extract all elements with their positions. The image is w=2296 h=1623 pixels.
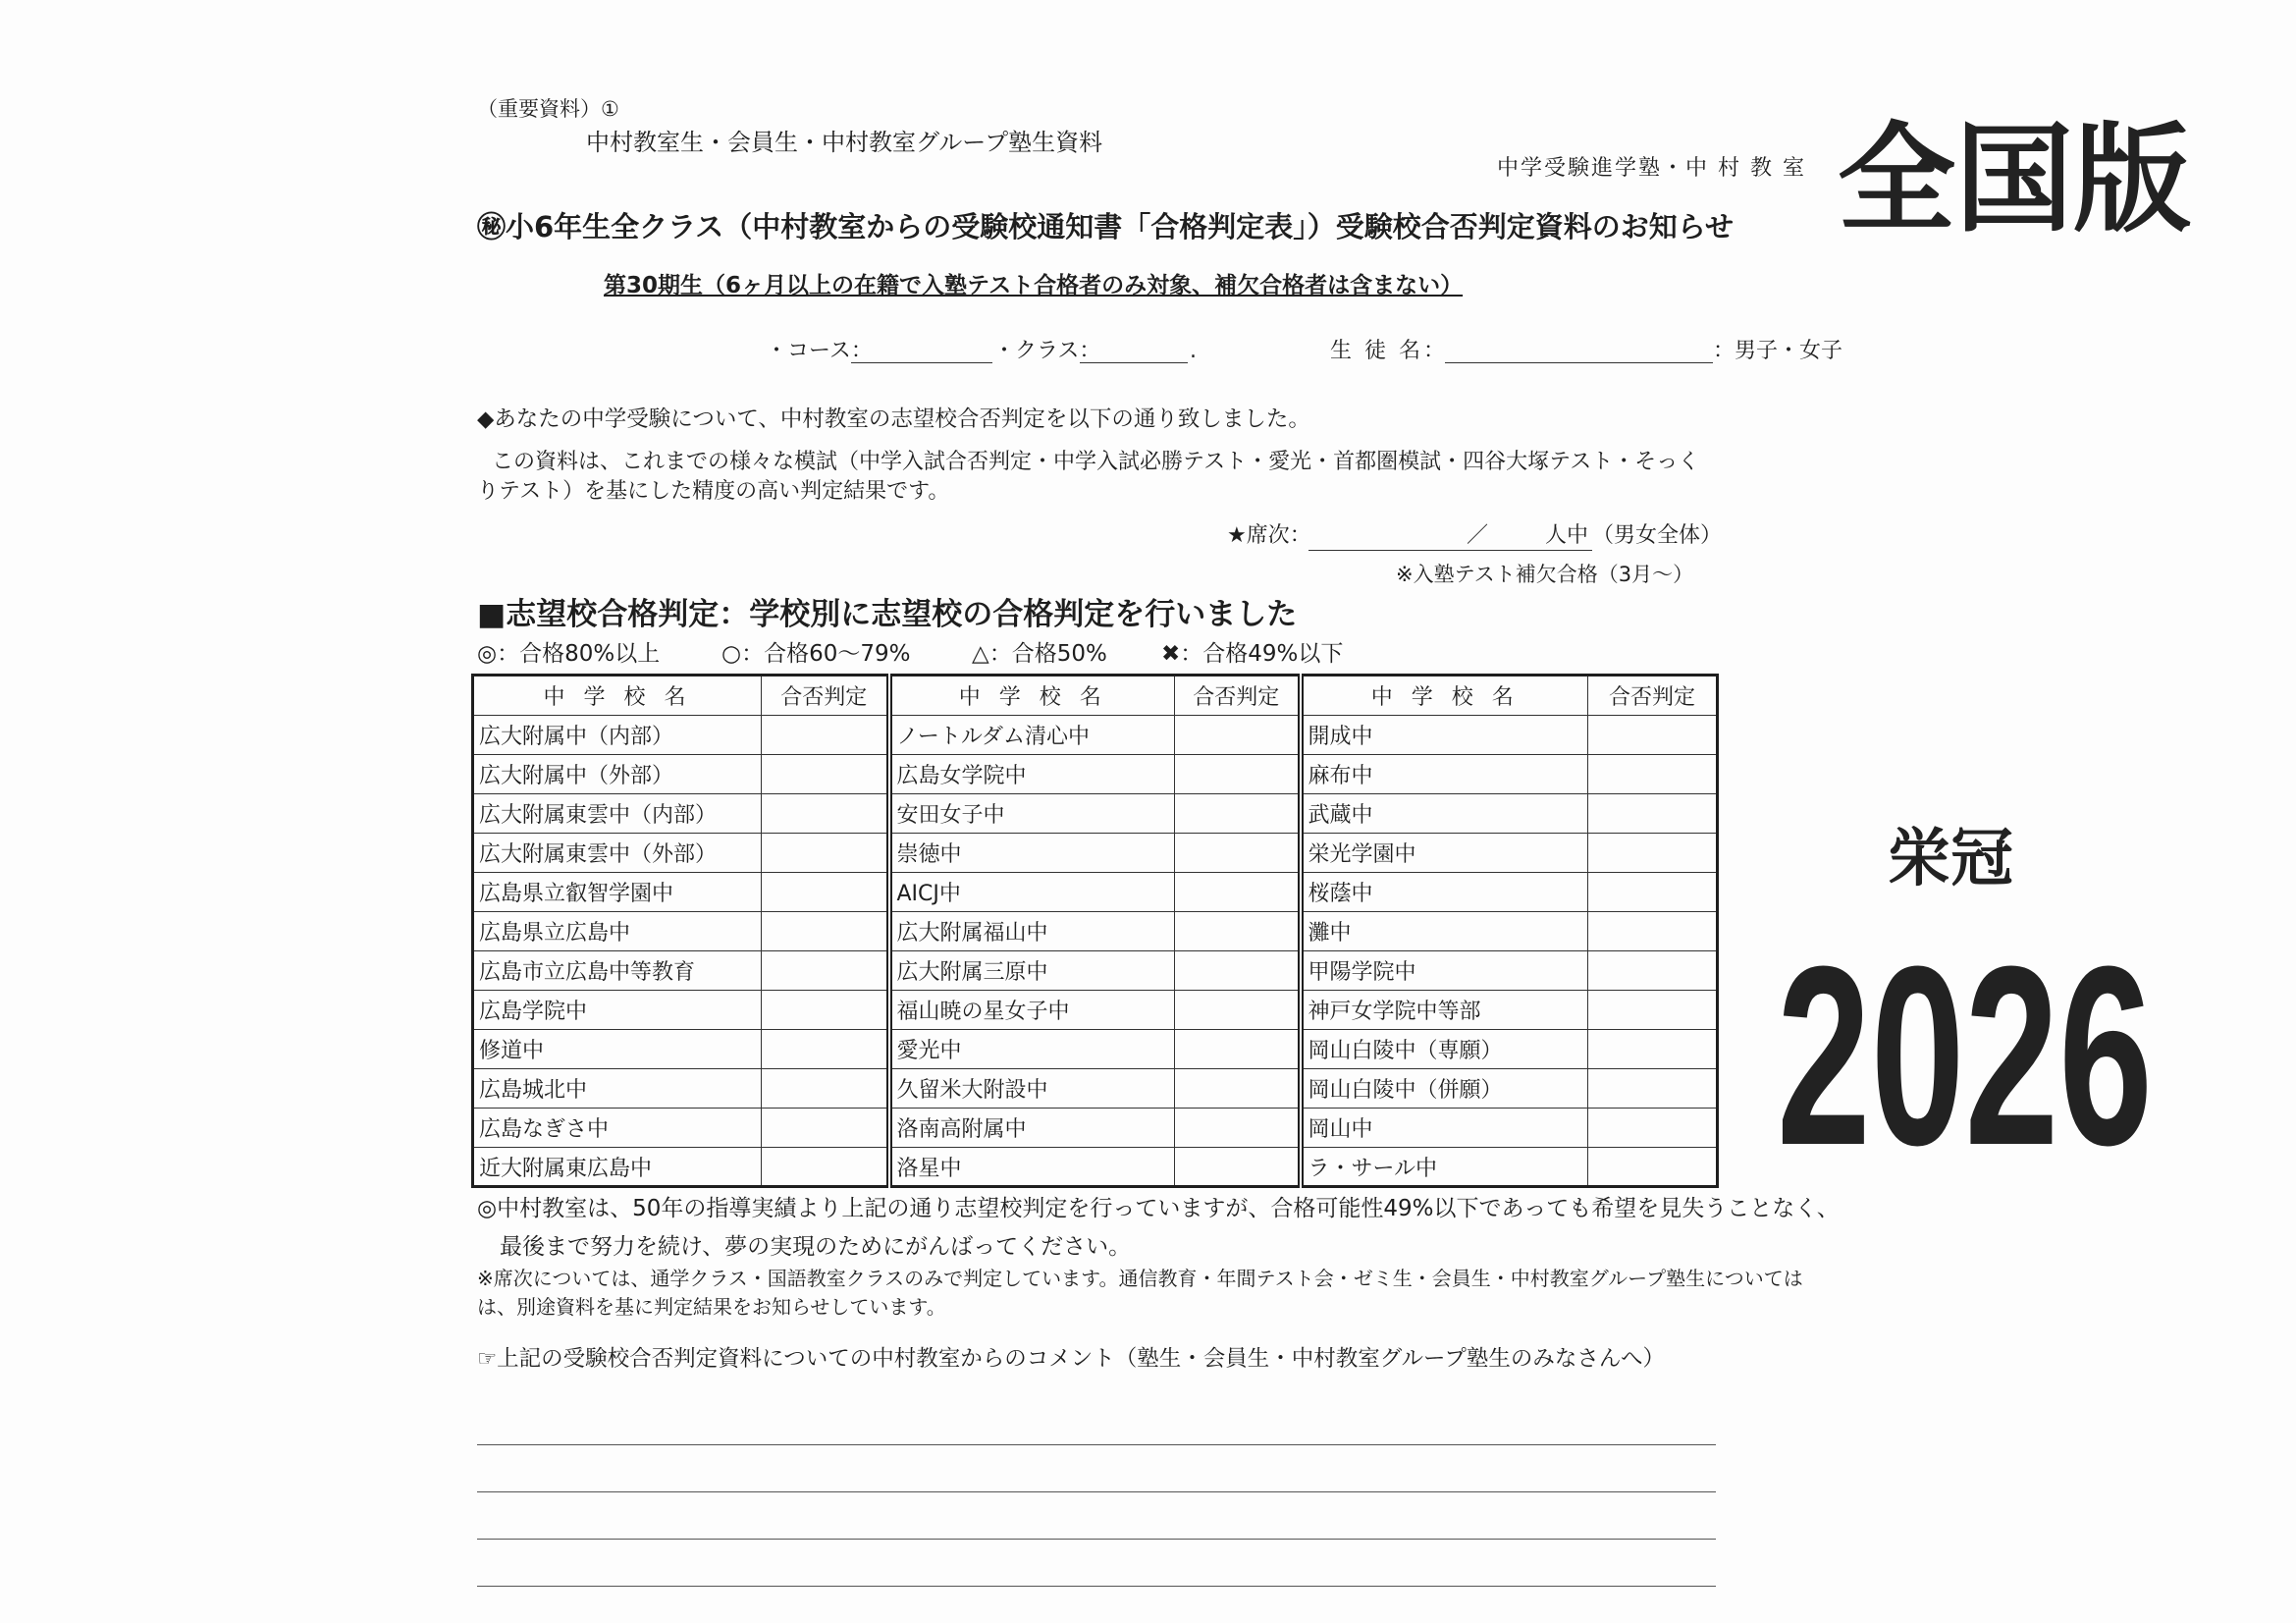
rank-blank [1308,550,1592,551]
school-name-cell: 灘中 [1301,912,1588,951]
result-cell [762,834,889,873]
result-cell [762,1148,889,1187]
school-name-cell: ノートルダム清心中 [889,716,1175,755]
result-cell [1588,1109,1718,1148]
school-name-cell: 広島城北中 [473,1069,762,1109]
intro-line: ◆あなたの中学受験について、中村教室の志望校合否判定を以下の通り致しました。 [477,406,1310,432]
school-name-cell: 崇徳中 [889,834,1175,873]
table-row [473,755,1718,794]
edition-label: 全国版 [1838,112,2191,248]
school-name-cell: 近大附属東広島中 [473,1148,762,1187]
result-cell [762,991,889,1030]
intro-paragraph-line-2: りテスト）を基にした精度の高い判定結果です。 [477,479,950,504]
rank-method-note-line-2: は、別途資料を基に判定結果をお知らせしています。 [477,1295,946,1319]
comment-line [477,1491,1716,1492]
school-name-cell: 開成中 [1301,716,1588,755]
school-name-cell: 広島なぎさ中 [473,1109,762,1148]
judgement-heading: ■志望校合格判定：学校別に志望校の合格判定を行いました [477,597,1298,632]
school-column-header: 中 学 校 名 [889,676,1175,716]
school-name-cell: 広島県立広島中 [473,912,762,951]
result-cell [1175,912,1301,951]
school-name-cell: 岡山白陵中（併願） [1301,1069,1588,1109]
year-badge [1777,914,2160,1199]
result-cell [1588,912,1718,951]
school-name-cell: 安田女子中 [889,794,1175,834]
table-row [473,834,1718,873]
audience-line: 中村教室生・会員生・中村教室グループ塾生資料 [586,129,1103,156]
result-cell [1175,991,1301,1030]
table-row [473,873,1718,912]
legend-item-fair: △：合格50% [972,641,1107,667]
school-name-cell: 神戸女学院中等部 [1301,991,1588,1030]
school-name-cell: ラ・サール中 [1301,1148,1588,1187]
table-row [473,794,1718,834]
school-name-cell: 広大附属三原中 [889,951,1175,991]
student-name-label: 生 徒 名： [1330,339,1448,363]
result-column-header: 合否判定 [762,676,889,716]
result-cell [1588,794,1718,834]
school-name-cell: 愛光中 [889,1030,1175,1069]
rank-method-note-line-1: ※席次については、通学クラス・国語教室クラスのみで判定しています。通信教育・年間テスト会・ゼミ生・会員生・中村教室グループ塾生については [477,1267,1803,1290]
result-column-header: 合否判定 [1175,676,1301,716]
school-column-header: 中 学 校 名 [1301,676,1588,716]
school-name-cell: AICJ中 [889,873,1175,912]
school-name-cell: 広大附属中（外部） [473,755,762,794]
table-row [473,951,1718,991]
school-column-header: 中 学 校 名 [473,676,762,716]
intro-paragraph-line-1: この資料は、これまでの様々な模試（中学入試合否判定・中学入試必勝テスト・愛光・首都圏模試・四谷大塚テスト・そっく [492,450,1700,474]
result-cell [1588,755,1718,794]
course-blank [851,362,992,363]
school-name-cell: 修道中 [473,1030,762,1069]
school-name-cell: 久留米大附設中 [889,1069,1175,1109]
result-cell [1588,873,1718,912]
gender-label: ：男子・女子 [1713,339,1843,363]
school-name-cell: 広大附属中（内部） [473,716,762,755]
result-cell [1588,951,1718,991]
rank-label: ★席次： [1227,523,1311,548]
legend-item-good: ○：合格60～79% [721,641,911,667]
school-name-cell: 洛星中 [889,1148,1175,1187]
school-name-cell: 広大附属福山中 [889,912,1175,951]
class-end-mark: . [1190,339,1197,363]
class-blank [1080,362,1188,363]
course-label: ・コース： [766,339,873,363]
class-label: ・クラス： [993,339,1101,363]
school-name-cell: 岡山中 [1301,1109,1588,1148]
school-name-cell: 甲陽学院中 [1301,951,1588,991]
rank-separator: ／ [1467,523,1489,548]
result-column-header: 合否判定 [1588,676,1718,716]
year-badge-text: 2026 [1777,914,2153,1199]
rank-scope: （男女全体） [1592,523,1723,548]
document-reference: （重要資料）① [477,97,619,121]
school-name-cell: 福山暁の星女子中 [889,991,1175,1030]
school-name-cell: 武蔵中 [1301,794,1588,834]
table-row [473,1109,1718,1148]
school-name-cell: 広大附属東雲中（内部） [473,794,762,834]
guidance-note-line-2: 最後まで努力を続け、夢の実現のためにがんばってください。 [500,1234,1132,1260]
school-name-cell: 広島県立叡智学園中 [473,873,762,912]
result-cell [762,951,889,991]
judgement-table [471,674,1719,1188]
table-row [473,1069,1718,1109]
legend-item-excellent: ◎：合格80%以上 [477,641,661,667]
school-name-cell: 麻布中 [1301,755,1588,794]
school-name-cell: 岡山白陵中（専願） [1301,1030,1588,1069]
result-cell [1175,951,1301,991]
rank-note: ※入塾テスト補欠合格（3月～） [1396,563,1694,586]
result-cell [1175,1030,1301,1069]
rank-suffix: 人中 [1545,523,1589,548]
school-name-cell: 洛南高附属中 [889,1109,1175,1148]
comment-line [477,1586,1716,1587]
result-cell [1588,1030,1718,1069]
result-cell [1588,834,1718,873]
guidance-note-line-1: ◎中村教室は、50年の指導実績より上記の通り志望校判定を行っていますが、合格可能性49%以下であっても希望を見失うことなく、 [477,1196,1840,1221]
table-row [473,912,1718,951]
result-cell [762,1030,889,1069]
judgement-table-body [473,716,1718,1187]
result-cell [762,912,889,951]
result-cell [1175,716,1301,755]
table-row [473,1030,1718,1069]
school-name-cell: 桜蔭中 [1301,873,1588,912]
table-row [473,1148,1718,1187]
result-cell [1175,834,1301,873]
comment-line [477,1539,1716,1540]
school-name-cell: 広島学院中 [473,991,762,1030]
result-cell [1588,991,1718,1030]
legend-item-low: ✖：合格49%以下 [1161,641,1344,667]
result-cell [1175,755,1301,794]
comment-label: ☞上記の受験校合否判定資料についての中村教室からのコメント（塾生・会員生・中村教室グループ塾生のみなさんへ） [477,1346,1665,1372]
table-row [473,716,1718,755]
table-header-row [473,676,1718,716]
badge-label: 栄冠 [1888,823,2013,895]
table-row [473,991,1718,1030]
school-name-cell: 広島女学院中 [889,755,1175,794]
result-cell [762,794,889,834]
comment-line [477,1444,1716,1445]
school-name: 中学受験進学塾・中 村 教 室 [1497,156,1806,181]
result-cell [762,755,889,794]
result-cell [762,1109,889,1148]
result-cell [1175,1069,1301,1109]
school-name-cell: 栄光学園中 [1301,834,1588,873]
result-cell [1175,873,1301,912]
result-cell [1175,1109,1301,1148]
result-cell [762,716,889,755]
result-cell [1588,1148,1718,1187]
result-cell [762,1069,889,1109]
result-cell [762,873,889,912]
result-cell [1588,1069,1718,1109]
page-title: ㊙小6年生全クラス（中村教室からの受験校通知書「合格判定表」）受験校合否判定資料のお知らせ [477,210,1734,243]
school-name-cell: 広島市立広島中等教育 [473,951,762,991]
result-cell [1588,716,1718,755]
page-subtitle: 第30期生（6ヶ月以上の在籍で入塾テスト合格者のみ対象、補欠合格者は含まない） [604,273,1464,298]
result-cell [1175,1148,1301,1187]
school-name-cell: 広大附属東雲中（外部） [473,834,762,873]
student-name-blank [1445,362,1713,363]
result-cell [1175,794,1301,834]
